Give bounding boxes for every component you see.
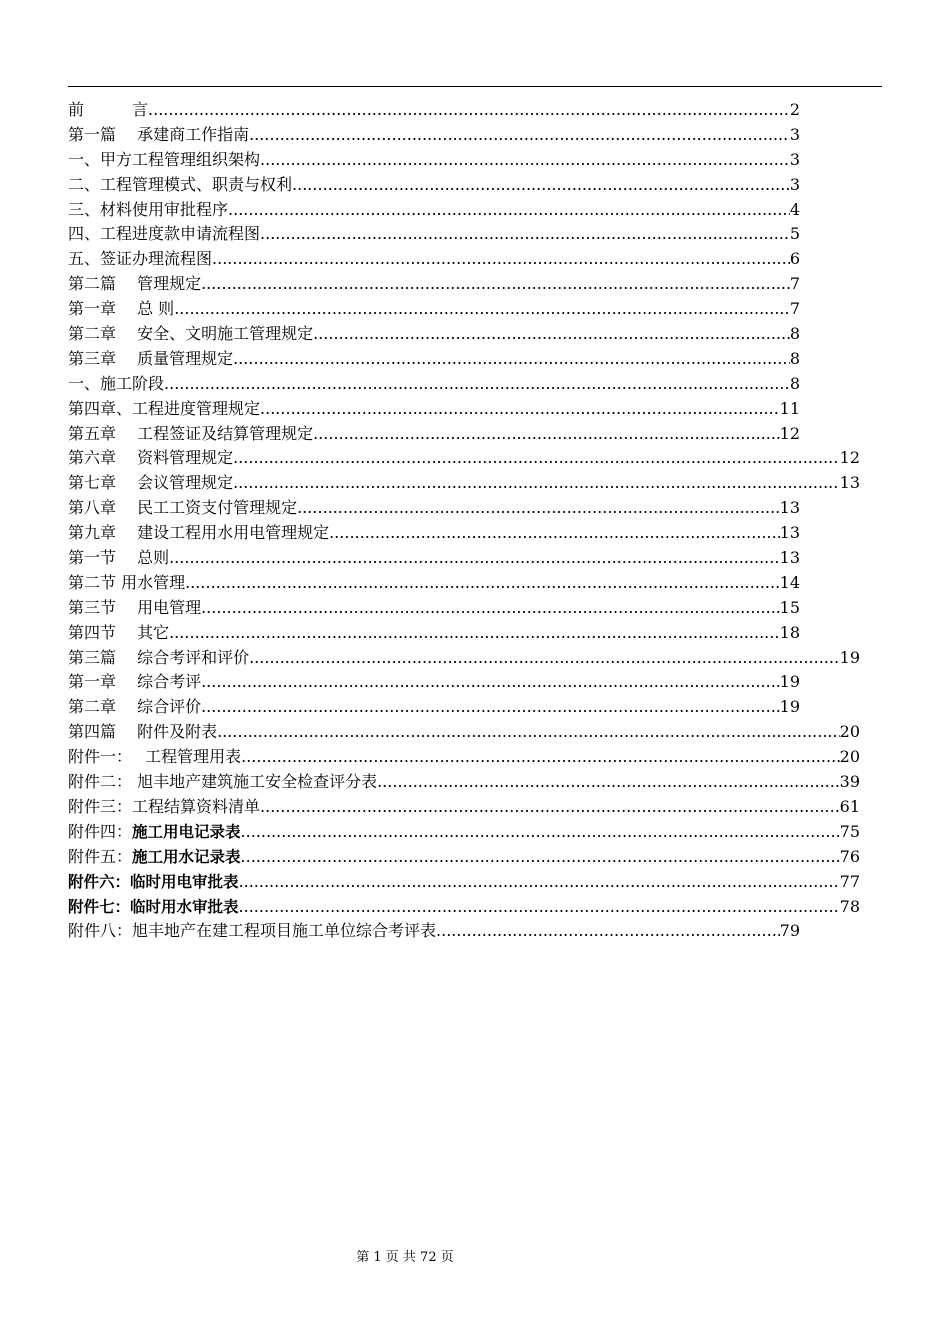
toc-page-number: 79 <box>779 921 800 941</box>
toc-entry[interactable] <box>68 845 860 870</box>
toc-leader-dots <box>329 521 780 546</box>
toc-entry-label: 一、施工阶段 <box>68 373 165 393</box>
toc-entry-label: 附件八：旭丰地产在建工程项目施工单位综合考评表 <box>68 921 437 941</box>
toc-entry-label: 附件一： 工程管理用表 <box>68 747 242 767</box>
toc-entry[interactable] <box>68 222 800 247</box>
toc-entry[interactable] <box>68 870 860 895</box>
toc-leader-dots <box>201 695 780 720</box>
toc-entry-label: 第四节 其它 <box>68 622 170 642</box>
toc-entry-label: 第四章、工程进度管理规定 <box>68 398 261 418</box>
toc-leader-dots <box>241 745 840 770</box>
toc-leader-dots <box>228 198 790 223</box>
toc-entry-label: 一、甲方工程管理组织架构 <box>68 149 261 169</box>
toc-page-number: 18 <box>779 622 800 642</box>
toc-leader-dots <box>233 446 840 471</box>
toc-page-number: 11 <box>779 398 800 418</box>
toc-entry-label: 第一节 总则 <box>68 548 170 568</box>
toc-entry[interactable] <box>68 521 800 546</box>
toc-entry[interactable] <box>68 471 860 496</box>
toc-leader-dots <box>185 571 780 596</box>
toc-leader-dots <box>260 795 840 820</box>
toc-leader-dots <box>297 496 780 521</box>
page-footer: 第 1 页 共 72 页 <box>356 1250 454 1265</box>
toc-page-number: 2 <box>789 100 800 119</box>
toc-page-number: 20 <box>839 747 860 767</box>
toc-page-number: 7 <box>789 274 800 294</box>
toc-entry-label: 第二章 综合评价 <box>68 697 202 717</box>
toc-leader-dots <box>249 123 790 148</box>
toc-entry[interactable] <box>68 646 860 671</box>
toc-entry-label: 四、工程进度款申请流程图 <box>68 224 261 244</box>
toc-entry[interactable] <box>68 496 800 521</box>
toc-page-number: 12 <box>779 423 800 443</box>
toc-entry-label: 前 言 <box>68 100 149 119</box>
toc-entry[interactable] <box>68 745 860 770</box>
toc-entry[interactable] <box>68 670 800 695</box>
toc-page-number: 75 <box>839 821 860 841</box>
toc-leader-dots <box>313 322 790 347</box>
toc-entry[interactable] <box>68 397 800 422</box>
toc-leader-dots <box>201 596 780 621</box>
toc-page-number: 19 <box>779 697 800 717</box>
toc-entry[interactable] <box>68 820 860 845</box>
toc-entry[interactable] <box>68 621 800 646</box>
toc-page-number: 20 <box>839 722 860 742</box>
toc-leader-dots <box>233 471 840 496</box>
toc-entry-label: 五、签证办理流程图 <box>68 249 213 269</box>
toc-page-number: 13 <box>779 498 800 518</box>
toc-leader-dots <box>169 621 780 646</box>
toc-entry[interactable] <box>68 297 800 322</box>
toc-entry[interactable] <box>68 546 800 571</box>
toc-leader-dots <box>148 98 790 123</box>
toc-leader-dots <box>377 770 840 795</box>
toc-page-number: 15 <box>779 597 800 617</box>
toc-page-number: 13 <box>839 473 860 493</box>
toc-page-number: 14 <box>779 572 800 592</box>
toc-page-number: 6 <box>789 249 800 269</box>
toc-page-number: 19 <box>779 672 800 692</box>
toc-leader-dots <box>201 272 790 297</box>
toc-entry[interactable] <box>68 322 800 347</box>
toc-entry-label: 第二篇 管理规定 <box>68 274 202 294</box>
toc-page-number: 76 <box>839 846 860 866</box>
toc-leader-dots <box>212 247 790 272</box>
toc-leader-dots <box>201 670 780 695</box>
toc-entry-label: 附件二： 旭丰地产建筑施工安全检查评分表 <box>68 772 378 792</box>
toc-leader-dots <box>233 347 790 372</box>
toc-page-number: 13 <box>779 548 800 568</box>
toc-entry-label: 第三篇 综合考评和评价 <box>68 647 250 667</box>
toc-entry[interactable] <box>68 422 800 447</box>
toc-leader-dots <box>260 222 790 247</box>
toc-entry-label: 第五章 工程签证及结算管理规定 <box>68 423 314 443</box>
toc-leader-dots <box>249 646 840 671</box>
toc-entry[interactable] <box>68 372 800 397</box>
toc-entry[interactable] <box>68 148 800 173</box>
toc-entry[interactable] <box>68 770 860 795</box>
toc-entry-label: 第一章 综合考评 <box>68 672 202 692</box>
toc-page-number: 3 <box>789 174 800 194</box>
toc-page-number: 19 <box>839 647 860 667</box>
toc-entry[interactable] <box>68 446 860 471</box>
toc-entry[interactable] <box>68 98 800 123</box>
toc-entry[interactable] <box>68 272 800 297</box>
toc-leader-dots <box>241 845 840 870</box>
toc-entry-label: 第七章 会议管理规定 <box>68 473 234 493</box>
toc-entry[interactable] <box>68 695 800 720</box>
toc-entry[interactable] <box>68 919 800 944</box>
toc-entry-label: 第四篇 附件及附表 <box>68 722 218 742</box>
toc-entry-label: 三、材料使用审批程序 <box>68 199 229 219</box>
toc-leader-dots <box>239 895 840 920</box>
toc-leader-dots <box>164 372 790 397</box>
toc-entry-label: 第六章 资料管理规定 <box>68 448 234 468</box>
toc-page-number: 77 <box>839 871 860 891</box>
toc-page-number: 4 <box>789 199 800 219</box>
table-of-contents <box>68 98 868 944</box>
toc-leader-dots <box>292 173 790 198</box>
toc-entry[interactable] <box>68 795 860 820</box>
toc-leader-dots <box>169 546 780 571</box>
toc-leader-dots <box>260 148 790 173</box>
toc-entry[interactable] <box>68 596 800 621</box>
toc-page-number: 8 <box>789 324 800 344</box>
toc-entry-label: 附件五：施工用水记录表 <box>68 846 241 866</box>
toc-leader-dots <box>313 422 780 447</box>
toc-entry-label: 附件三：工程结算资料清单 <box>68 796 261 816</box>
toc-page-number: 5 <box>789 224 800 244</box>
toc-entry-label: 第九章 建设工程用水用电管理规定 <box>68 523 330 543</box>
toc-entry-label: 附件四：施工用电记录表 <box>68 821 241 841</box>
header-rule <box>68 86 882 87</box>
toc-entry[interactable] <box>68 123 800 148</box>
toc-entry-label: 二、工程管理模式、职责与权利 <box>68 174 293 194</box>
toc-entry-label: 第一章 总 则 <box>68 299 175 319</box>
toc-leader-dots <box>436 919 780 944</box>
toc-entry[interactable] <box>68 247 800 272</box>
toc-page-number: 8 <box>789 348 800 368</box>
toc-entry[interactable] <box>68 173 800 198</box>
toc-entry[interactable] <box>68 895 860 920</box>
toc-entry-label: 第二章 安全、文明施工管理规定 <box>68 324 314 344</box>
toc-leader-dots <box>239 870 840 895</box>
toc-entry-label: 附件六：临时用电审批表 <box>68 872 239 891</box>
toc-page-number: 13 <box>779 523 800 543</box>
toc-page-number: 78 <box>839 896 860 916</box>
toc-page-number: 39 <box>839 772 860 792</box>
toc-entry-label: 第二节 用水管理 <box>68 572 186 592</box>
toc-page-number: 3 <box>789 149 800 169</box>
toc-entry[interactable] <box>68 720 860 745</box>
toc-entry-label: 第三节 用电管理 <box>68 597 202 617</box>
toc-page-number: 3 <box>789 124 800 144</box>
toc-entry-label: 附件七：临时用水审批表 <box>68 897 239 916</box>
toc-page-number: 7 <box>789 299 800 319</box>
toc-entry-label: 第三章 质量管理规定 <box>68 348 234 368</box>
toc-entry[interactable] <box>68 347 800 372</box>
toc-leader-dots <box>241 820 840 845</box>
toc-entry[interactable] <box>68 198 800 223</box>
toc-entry[interactable] <box>68 571 800 596</box>
toc-leader-dots <box>174 297 790 322</box>
toc-page-number: 61 <box>839 796 860 816</box>
toc-entry-label: 第八章 民工工资支付管理规定 <box>68 498 298 518</box>
toc-entry-label: 第一篇 承建商工作指南 <box>68 124 250 144</box>
toc-page-number: 8 <box>789 373 800 393</box>
toc-leader-dots <box>217 720 840 745</box>
toc-leader-dots <box>260 397 780 422</box>
toc-page-number: 12 <box>839 448 860 468</box>
